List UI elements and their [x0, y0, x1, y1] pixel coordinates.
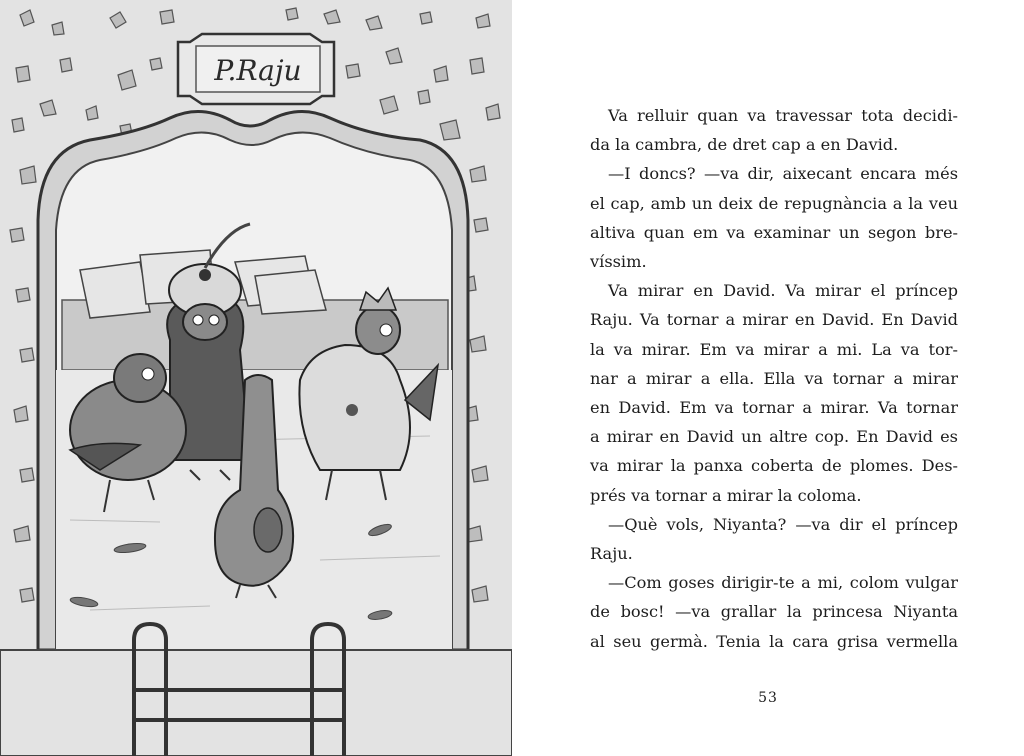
text-line: nar a mirar a ella. Ella va tornar a mirar [590, 368, 958, 388]
text-line: en David. Em va tornar a mirar. Va tornar [590, 398, 958, 418]
plaque-label: P.Raju [214, 54, 302, 87]
text-line: —Què vols, Niyanta? —va dir el príncep [608, 514, 958, 534]
text-line: de bosc! —va grallar la princesa Niyanta [590, 602, 958, 622]
page-number: 53 [758, 690, 778, 706]
text-line: el cap, amb un deix de repugnància a la veu [590, 193, 958, 213]
text-line: —Com goses dirigir-te a mi, colom vulgar [608, 573, 958, 593]
name-plaque [178, 34, 334, 104]
text-line: al seu germà. Tenia la cara grisa vermella [590, 631, 958, 651]
text-line: va mirar la panxa coberta de plomes. Des- [590, 456, 958, 476]
text-line: Raju. Va tornar a mirar en David. En David [590, 310, 958, 330]
text-line: da la cambra, de dret cap a en David. [590, 135, 899, 155]
text-line: la va mirar. Em va mirar a mi. La va tor- [590, 339, 958, 359]
window-sill [0, 650, 512, 756]
text-line: a mirar en David un altre cop. En David es [590, 427, 958, 447]
text-page [512, 0, 1024, 756]
body-text [590, 101, 958, 656]
text-line: Va mirar en David. Va mirar el príncep [608, 281, 958, 301]
text-line: —I doncs? —va dir, aixecant encara més [608, 164, 958, 184]
text-line: prés va tornar a mirar la coloma. [590, 485, 862, 505]
text-line: Va relluir quan va travessar tota decidi- [608, 106, 958, 125]
text-line: altiva quan em va examinar un segon bre- [590, 222, 958, 242]
text-line: Raju. [590, 544, 633, 564]
text-line: víssim. [590, 252, 647, 272]
